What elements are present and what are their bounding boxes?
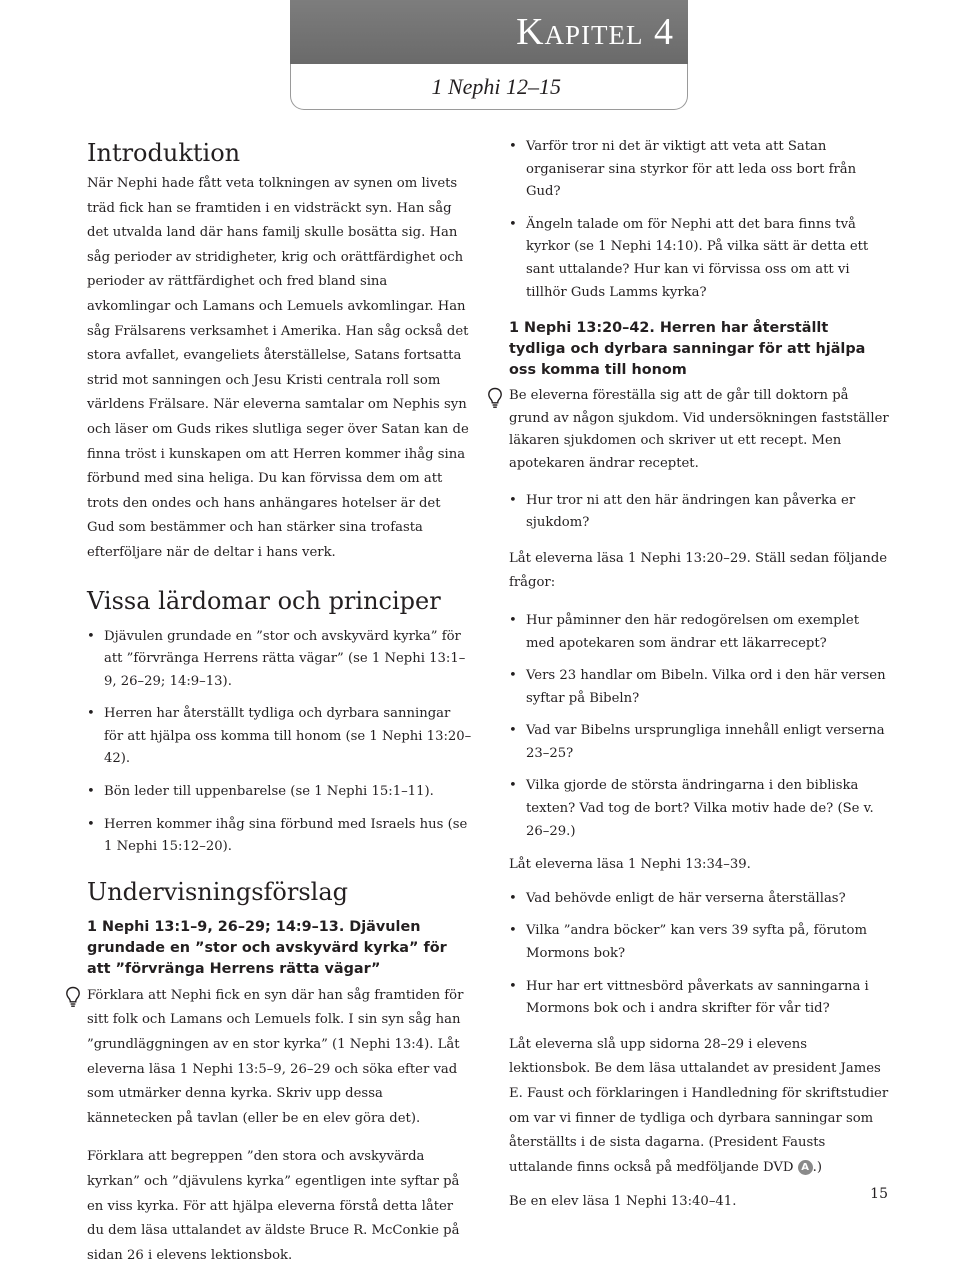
- section1-heading: 1 Nephi 13:1–9, 26–29; 14:9–13. Djävulen grundade en ”stor och avskyvärd kyrka” för att ”förvränga Herrens rätta vägar”: [87, 918, 447, 977]
- list-item: • Herren kommer ihåg sina förbund med Israels hus (se 1 Nephi 15:12–20).: [87, 814, 472, 859]
- list-item: • Vad var Bibelns ursprungliga innehåll enligt verserna 23–25?: [509, 720, 889, 765]
- read-instruction-3: [509, 1033, 889, 1181]
- principles-heading: Vissa lärdomar och principer: [87, 586, 441, 615]
- page-number: 15: [870, 1186, 888, 1202]
- bullets-low: [509, 888, 889, 1021]
- bullets-doctor: [509, 490, 889, 535]
- section1-block: [87, 984, 472, 1268]
- section2-paragraph: Be eleverna föreställa sig att de går till doktorn på grund av någon sjukdom. Vid undersökningen fastställer läkaren sjukdomen och skriver ut ett recept. Men apotekaren ändrar receptet.: [509, 388, 889, 471]
- principles-list: [87, 626, 472, 859]
- chapter-reference: 1 Nephi 12–15: [431, 74, 561, 99]
- list-item: • Varför tror ni det är viktigt att veta att Satan organiserar sina styrkor för att leda oss bort från Gud?: [509, 136, 889, 204]
- chapter-reference-box: [290, 64, 688, 110]
- list-item: • Bön leder till uppenbarelse (se 1 Nephi 15:1–11).: [87, 781, 472, 804]
- chapter-tab: [290, 0, 688, 64]
- list-item: • Djävulen grundade en ”stor och avskyvärd kyrka” för att ”förvränga Herrens rätta vägar” (se 1 Nephi 13:1–9, 26–29; 14:9–13).: [87, 626, 472, 694]
- read-instruction-3-end: .): [812, 1159, 822, 1175]
- list-item: • Hur har ert vittnesbörd påverkats av sanningarna i Mormons bok och i andra skrifter för vår tid?: [509, 976, 889, 1021]
- lightbulb-icon: [65, 986, 81, 1008]
- list-item: • Herren har återställt tydliga och dyrbara sanningar för att hjälpa oss komma till honom (se 1 Nephi 13:20–42).: [87, 703, 472, 771]
- bullets-mid: [509, 610, 889, 843]
- intro-heading: Introduktion: [87, 139, 241, 167]
- read-instruction-4: Be en elev läsa 1 Nephi 13:40–41.: [509, 1194, 737, 1210]
- bullets-top: [509, 136, 889, 304]
- section1-paragraph-2: Förklara att begreppen ”den stora och avskyvärda kyrkan” och ”djävulens kyrka” egentligen inte syftar på en viss kyrka. För att hjälpa eleverna förstå detta låter du dem läsa uttalandet av äldste Bruce R. McConkie på sidan 26 i elevens lektionsbok.: [87, 1149, 460, 1263]
- read-instruction-1: Låt eleverna läsa 1 Nephi 13:20–29. Ställ sedan följande frågor:: [509, 550, 888, 591]
- left-column: [87, 136, 472, 1268]
- section2-block: [509, 385, 889, 475]
- section2-heading: 1 Nephi 13:20–42. Herren har återställt tydliga och dyrbara sanningar för att hjälpa oss komma till honom: [509, 320, 866, 379]
- list-item: • Vers 23 handlar om Bibeln. Vilka ord i den här versen syftar på Bibeln?: [509, 665, 889, 710]
- intro-text: När Nephi hade fått veta tolkningen av synen om livets träd fick han se framtiden i en vidsträckt syn. Han såg det utvalda land där hans familj skulle bosätta sig. Han såg perioder av stridigheter, krig och orättfärdighet och perioder av rättfärdighet och fred bland sina avkomlingar och Lamans och Lemuels avkomlingar. Han såg Frälsarens verksamhet i Amerika. Han såg också det stora avfallet, evangeliets återställelse, Satans fortsatta strid mot sanningen och Jesu Kristi centrala roll som världens Frälsare. När eleverna samtalar om Nephis syn och läser om Guds rikes slutliga seger över Satan kan de finna tröst i kunskapen om att Herren kommer ihåg sina förbund med sina heliga. Du kan förvissa dem om att trots den ondes och hans anhängares hotelser är det Gud som bestämmer och han stärker sina trofasta efterföljare när de deltar i hans verk.: [87, 176, 469, 560]
- list-item: • Vilka ”andra böcker” kan vers 39 syfta på, förutom Mormons bok?: [509, 920, 889, 965]
- read-instruction-3-text: Låt eleverna slå upp sidorna 28–29 i elevens lektionsbok. Be dem läsa uttalandet av president James E. Faust och förklaringen i Handledning för skriftstudier om var vi finner de tydliga och dyrbara sanningar som återställts i de sista dagarna. (President Fausts uttalande finns också på medföljande DVD: [509, 1036, 889, 1175]
- section1-paragraph-1: Förklara att Nephi fick en syn där han såg framtiden för sitt folk och Lamans och Lemuels folk. I sin syn såg han ”grundläggningen av en stor kyrka” (1 Nephi 13:4). Låt eleverna läsa 1 Nephi 13:5–9, 26–29 och söka efter vad som utmärker denna kyrka. Skriv upp dessa kännetecken på tavlan (eller be en elev göra det).: [87, 987, 464, 1126]
- dvd-badge: A: [798, 1160, 813, 1175]
- lightbulb-icon: [487, 387, 503, 409]
- suggestions-heading: Undervisningsförslag: [87, 877, 349, 906]
- list-item: • Hur tror ni att den här ändringen kan påverka er sjukdom?: [509, 490, 889, 535]
- list-item: • Vilka gjorde de största ändringarna i den bibliska texten? Vad tog de bort? Vilka motiv hade de? (Se v. 26–29.): [509, 775, 889, 843]
- read-instruction-2: Låt eleverna läsa 1 Nephi 13:34–39.: [509, 857, 751, 873]
- list-item: • Vad behövde enligt de här verserna återställas?: [509, 888, 889, 911]
- list-item: • Hur påminner den här redogörelsen om exemplet med apotekaren som ändrar ett läkarrecept?: [509, 610, 889, 655]
- right-column: [509, 136, 889, 1215]
- list-item: • Ängeln talade om för Nephi att det bara finns två kyrkor (se 1 Nephi 14:10). På vilka sätt är detta ett sant uttalande? Hur kan vi förvissa oss om att vi tillhör Guds Lamms kyrka?: [509, 214, 889, 304]
- chapter-title: Kapitel 4: [516, 11, 674, 53]
